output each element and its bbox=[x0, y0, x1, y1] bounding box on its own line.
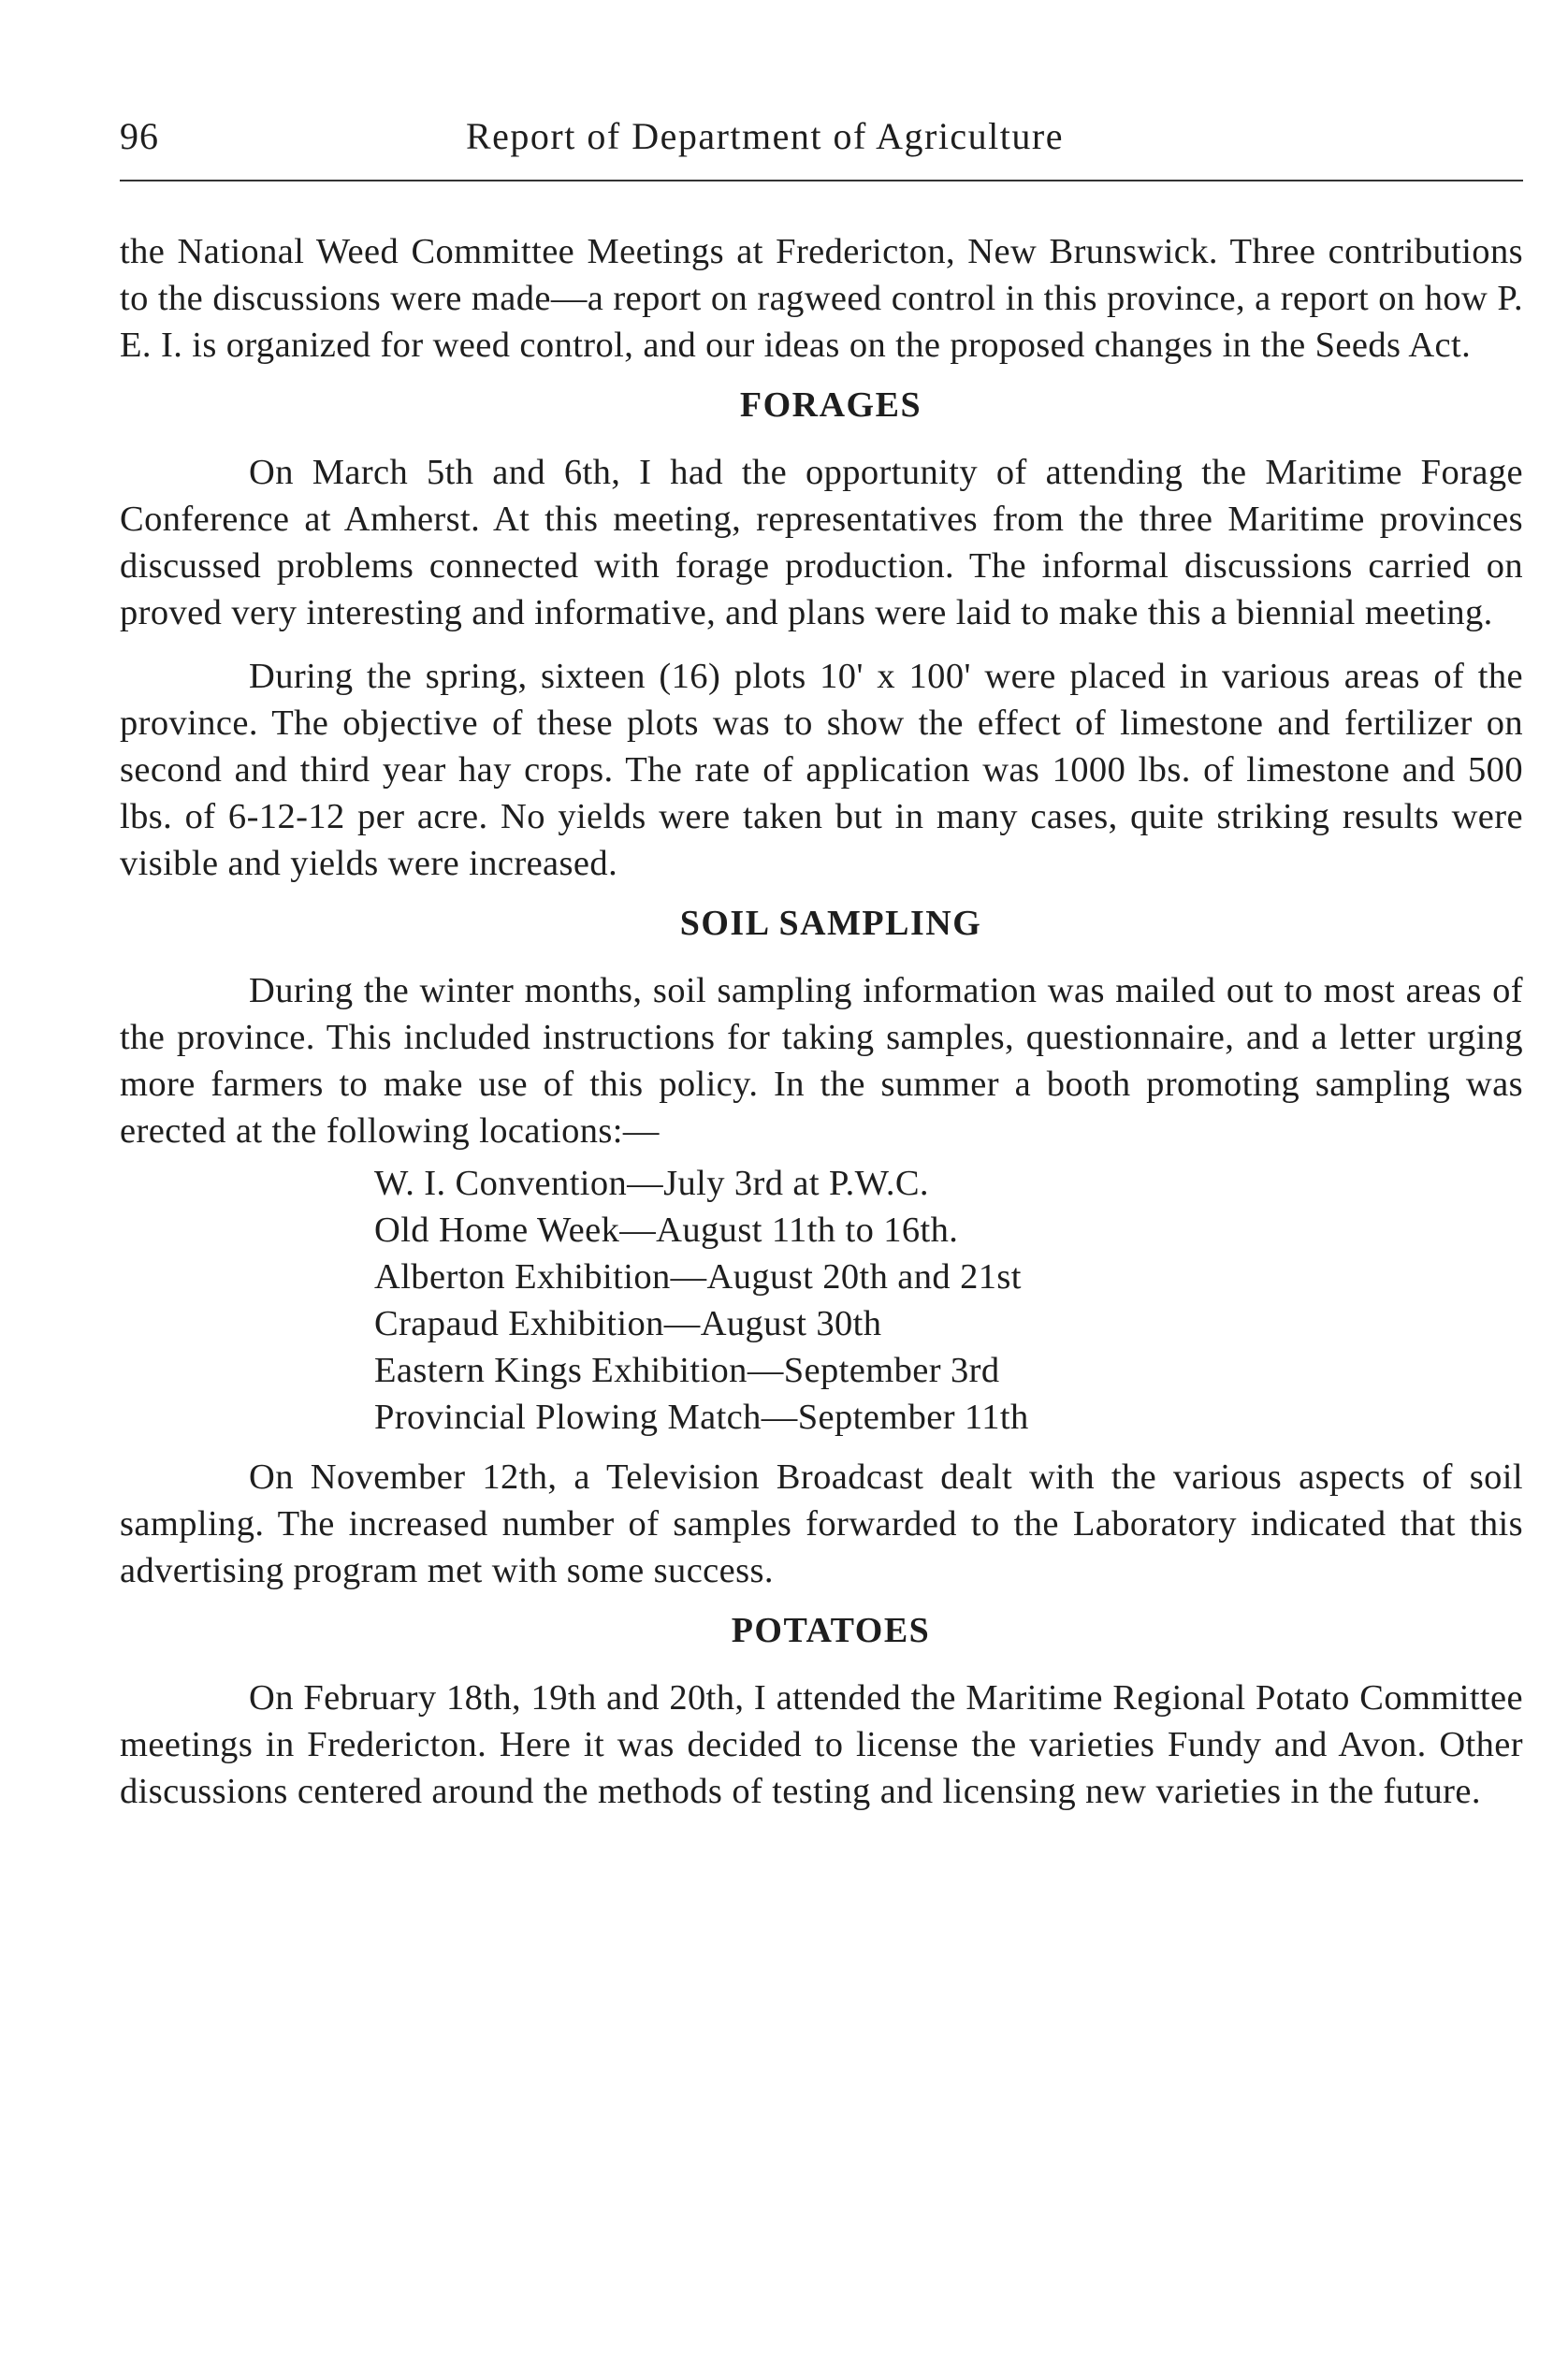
forages-heading: FORAGES bbox=[739, 385, 922, 425]
soil-sampling-paragraph-2: On November 12th, a Television Broadcast dealt with the various aspects of soil sampling. The increased number of samples forwarded to the Laboratory indicated that this advertising program met with some success. bbox=[120, 1457, 1523, 1590]
list-item: Alberton Exhibition—August 20th and 21st bbox=[374, 1257, 1022, 1297]
potatoes-paragraph: On February 18th, 19th and 20th, I attended the Maritime Regional Potato Committee meetings in Fredericton. Here it was decided to license the varieties Fundy and Avon. Other discussions centered around the methods of testing and licensing new varieties in the future. bbox=[120, 1678, 1523, 1811]
body-text bbox=[120, 228, 1523, 1815]
page-number: 96 bbox=[120, 115, 159, 157]
list-item: Eastern Kings Exhibition—September 3rd bbox=[374, 1351, 1000, 1390]
intro-paragraph: the National Weed Committee Meetings at Fredericton, New Brunswick. Three contributions to the discussions were made—a report on ragweed control in this province, a report on how P. E. I. is organized for weed control, and our ideas on the proposed changes in the Seeds Act. bbox=[120, 232, 1523, 365]
soil-sampling-heading: SOIL SAMPLING bbox=[679, 904, 982, 943]
potatoes-heading: POTATOES bbox=[731, 1611, 931, 1650]
forages-paragraph-1: On March 5th and 6th, I had the opportunity of attending the Maritime Forage Conference at Amherst. At this meeting, representatives from the three Maritime provinces discussed problems connected with forage production. The informal discussions carried on proved very interesting and informative, and plans were laid to make this a biennial meeting. bbox=[120, 453, 1523, 632]
running-title: Report of Department of Agriculture bbox=[466, 115, 1064, 157]
list-item: Provincial Plowing Match—September 11th bbox=[374, 1398, 1029, 1437]
list-item: W. I. Convention—July 3rd at P.W.C. bbox=[374, 1164, 929, 1203]
running-header bbox=[120, 105, 1523, 170]
soil-sampling-paragraph-1: During the winter months, soil sampling information was mailed out to most areas of the province. This included instructions for taking samples, questionnaire, and a letter urging more farmers to make use of this policy. In the summer a booth promoting sampling was erected at the following locations:— bbox=[120, 971, 1523, 1151]
locations-list bbox=[374, 1160, 1523, 1441]
header-rule bbox=[120, 180, 1523, 181]
list-item: Old Home Week—August 11th to 16th. bbox=[374, 1211, 959, 1250]
forages-paragraph-2: During the spring, sixteen (16) plots 10' x 100' were placed in various areas of the province. The objective of these plots was to show the effect of limestone and fertilizer on second and third year hay crops. The rate of application was 1000 lbs. of limestone and 500 lbs. of 6-12-12 per acre. No yields were taken but in many cases, quite striking results were visible and yields were increased. bbox=[120, 657, 1523, 883]
list-item: Crapaud Exhibition—August 30th bbox=[374, 1304, 882, 1343]
